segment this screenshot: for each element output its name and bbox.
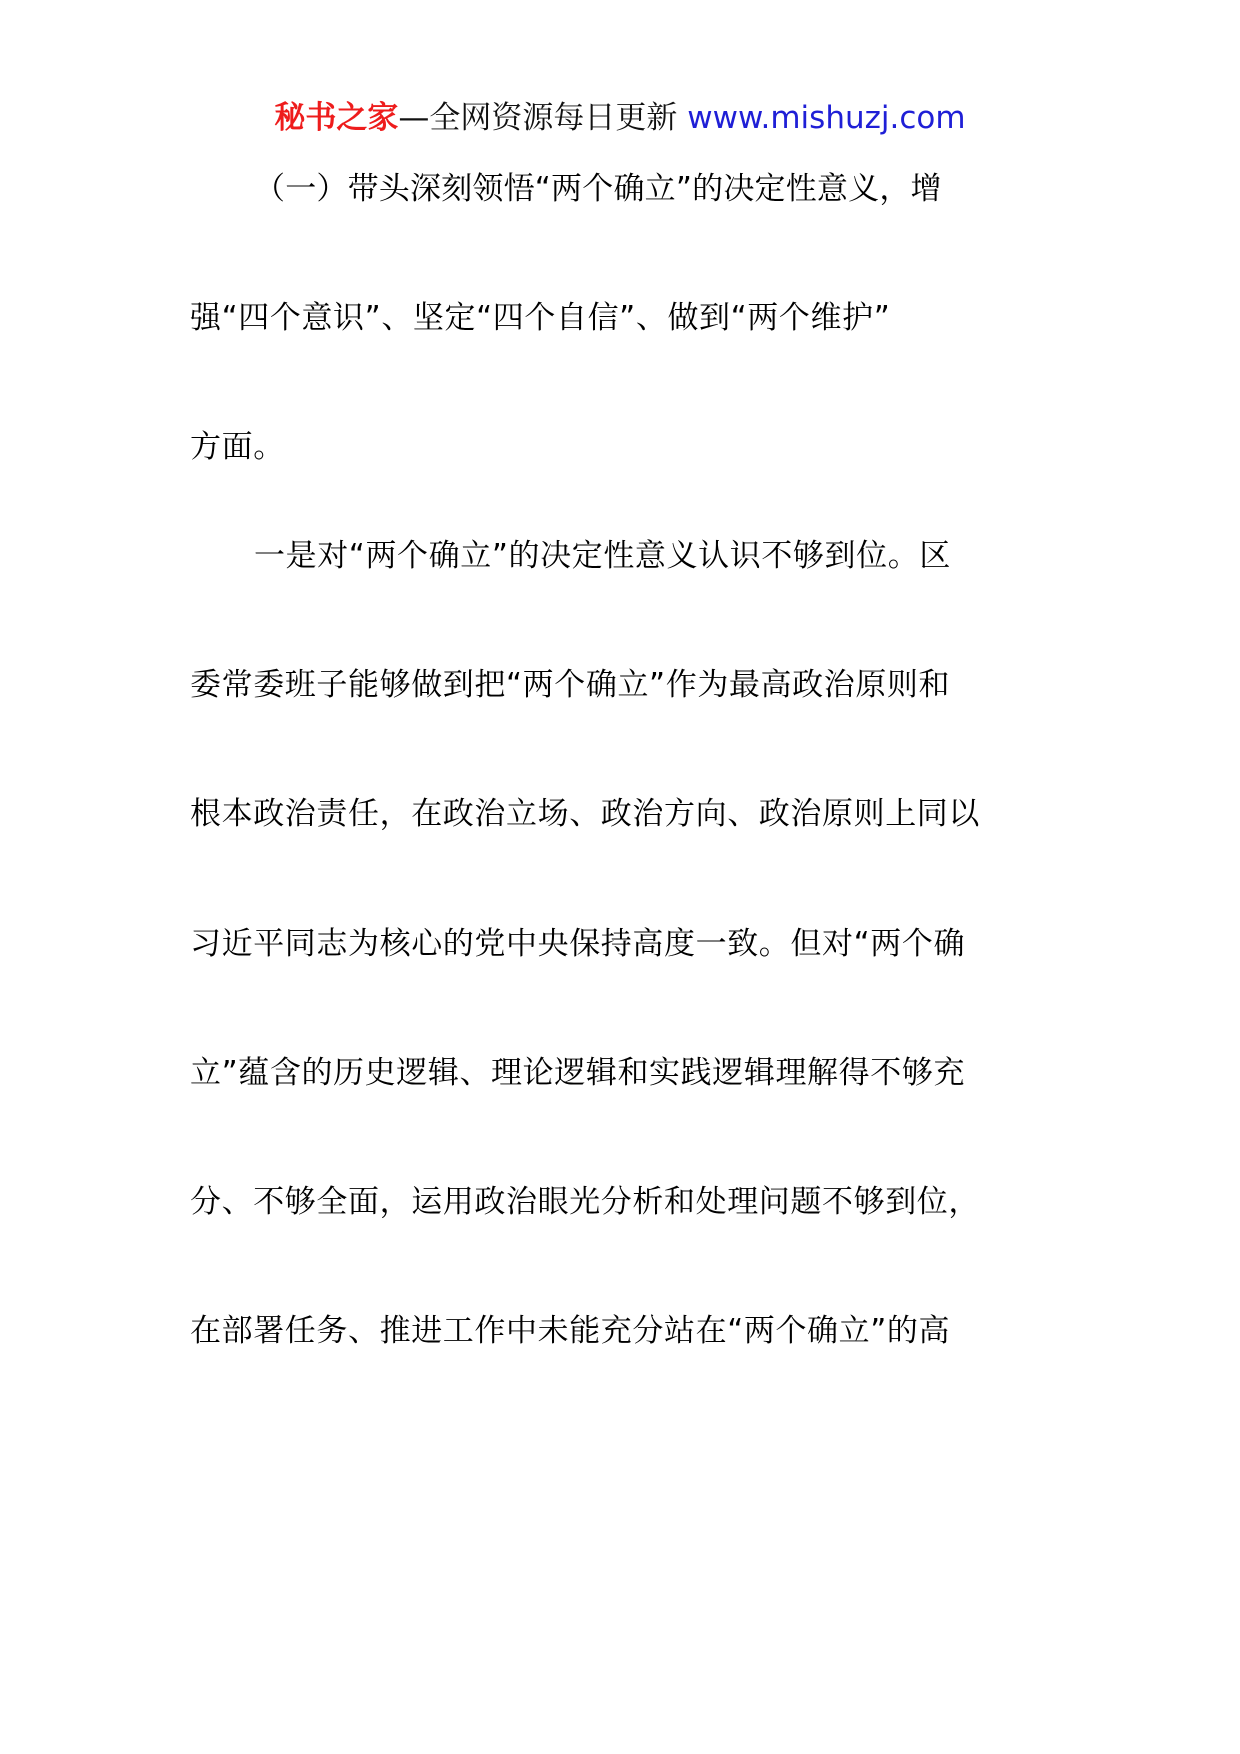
brand-name: 秘书之家 — [274, 100, 399, 136]
text-line: （一）带头深刻领悟“两个确立”的决定性意义，增 — [254, 171, 942, 207]
page-header — [0, 96, 1240, 140]
text-line: 方面。 — [190, 429, 285, 465]
text-line: 委常委班子能够做到把“两个确立”作为最高政治原则和 — [190, 667, 951, 703]
text-line: 习近平同志为核心的党中央保持高度一致。但对“两个确 — [190, 926, 966, 962]
text-line: 强“四个意识”、坚定“四个自信”、做到“两个维护” — [190, 300, 891, 336]
header-tagline: —全网资源每日更新 — [398, 100, 688, 136]
text-line: 根本政治责任，在政治立场、政治方向、政治原则上同以 — [190, 796, 980, 832]
text-line: 一是对“两个确立”的决定性意义认识不够到位。区 — [254, 538, 951, 574]
text-line: 立”蕴含的历史逻辑、理论逻辑和实践逻辑理解得不够充 — [190, 1055, 966, 1091]
text-line: 在部署任务、推进工作中未能充分站在“两个确立”的高 — [190, 1313, 951, 1349]
text-line: 分、不够全面，运用政治眼光分析和处理问题不够到位， — [190, 1184, 980, 1220]
website-url[interactable]: www.mishuzj.com — [687, 100, 966, 136]
